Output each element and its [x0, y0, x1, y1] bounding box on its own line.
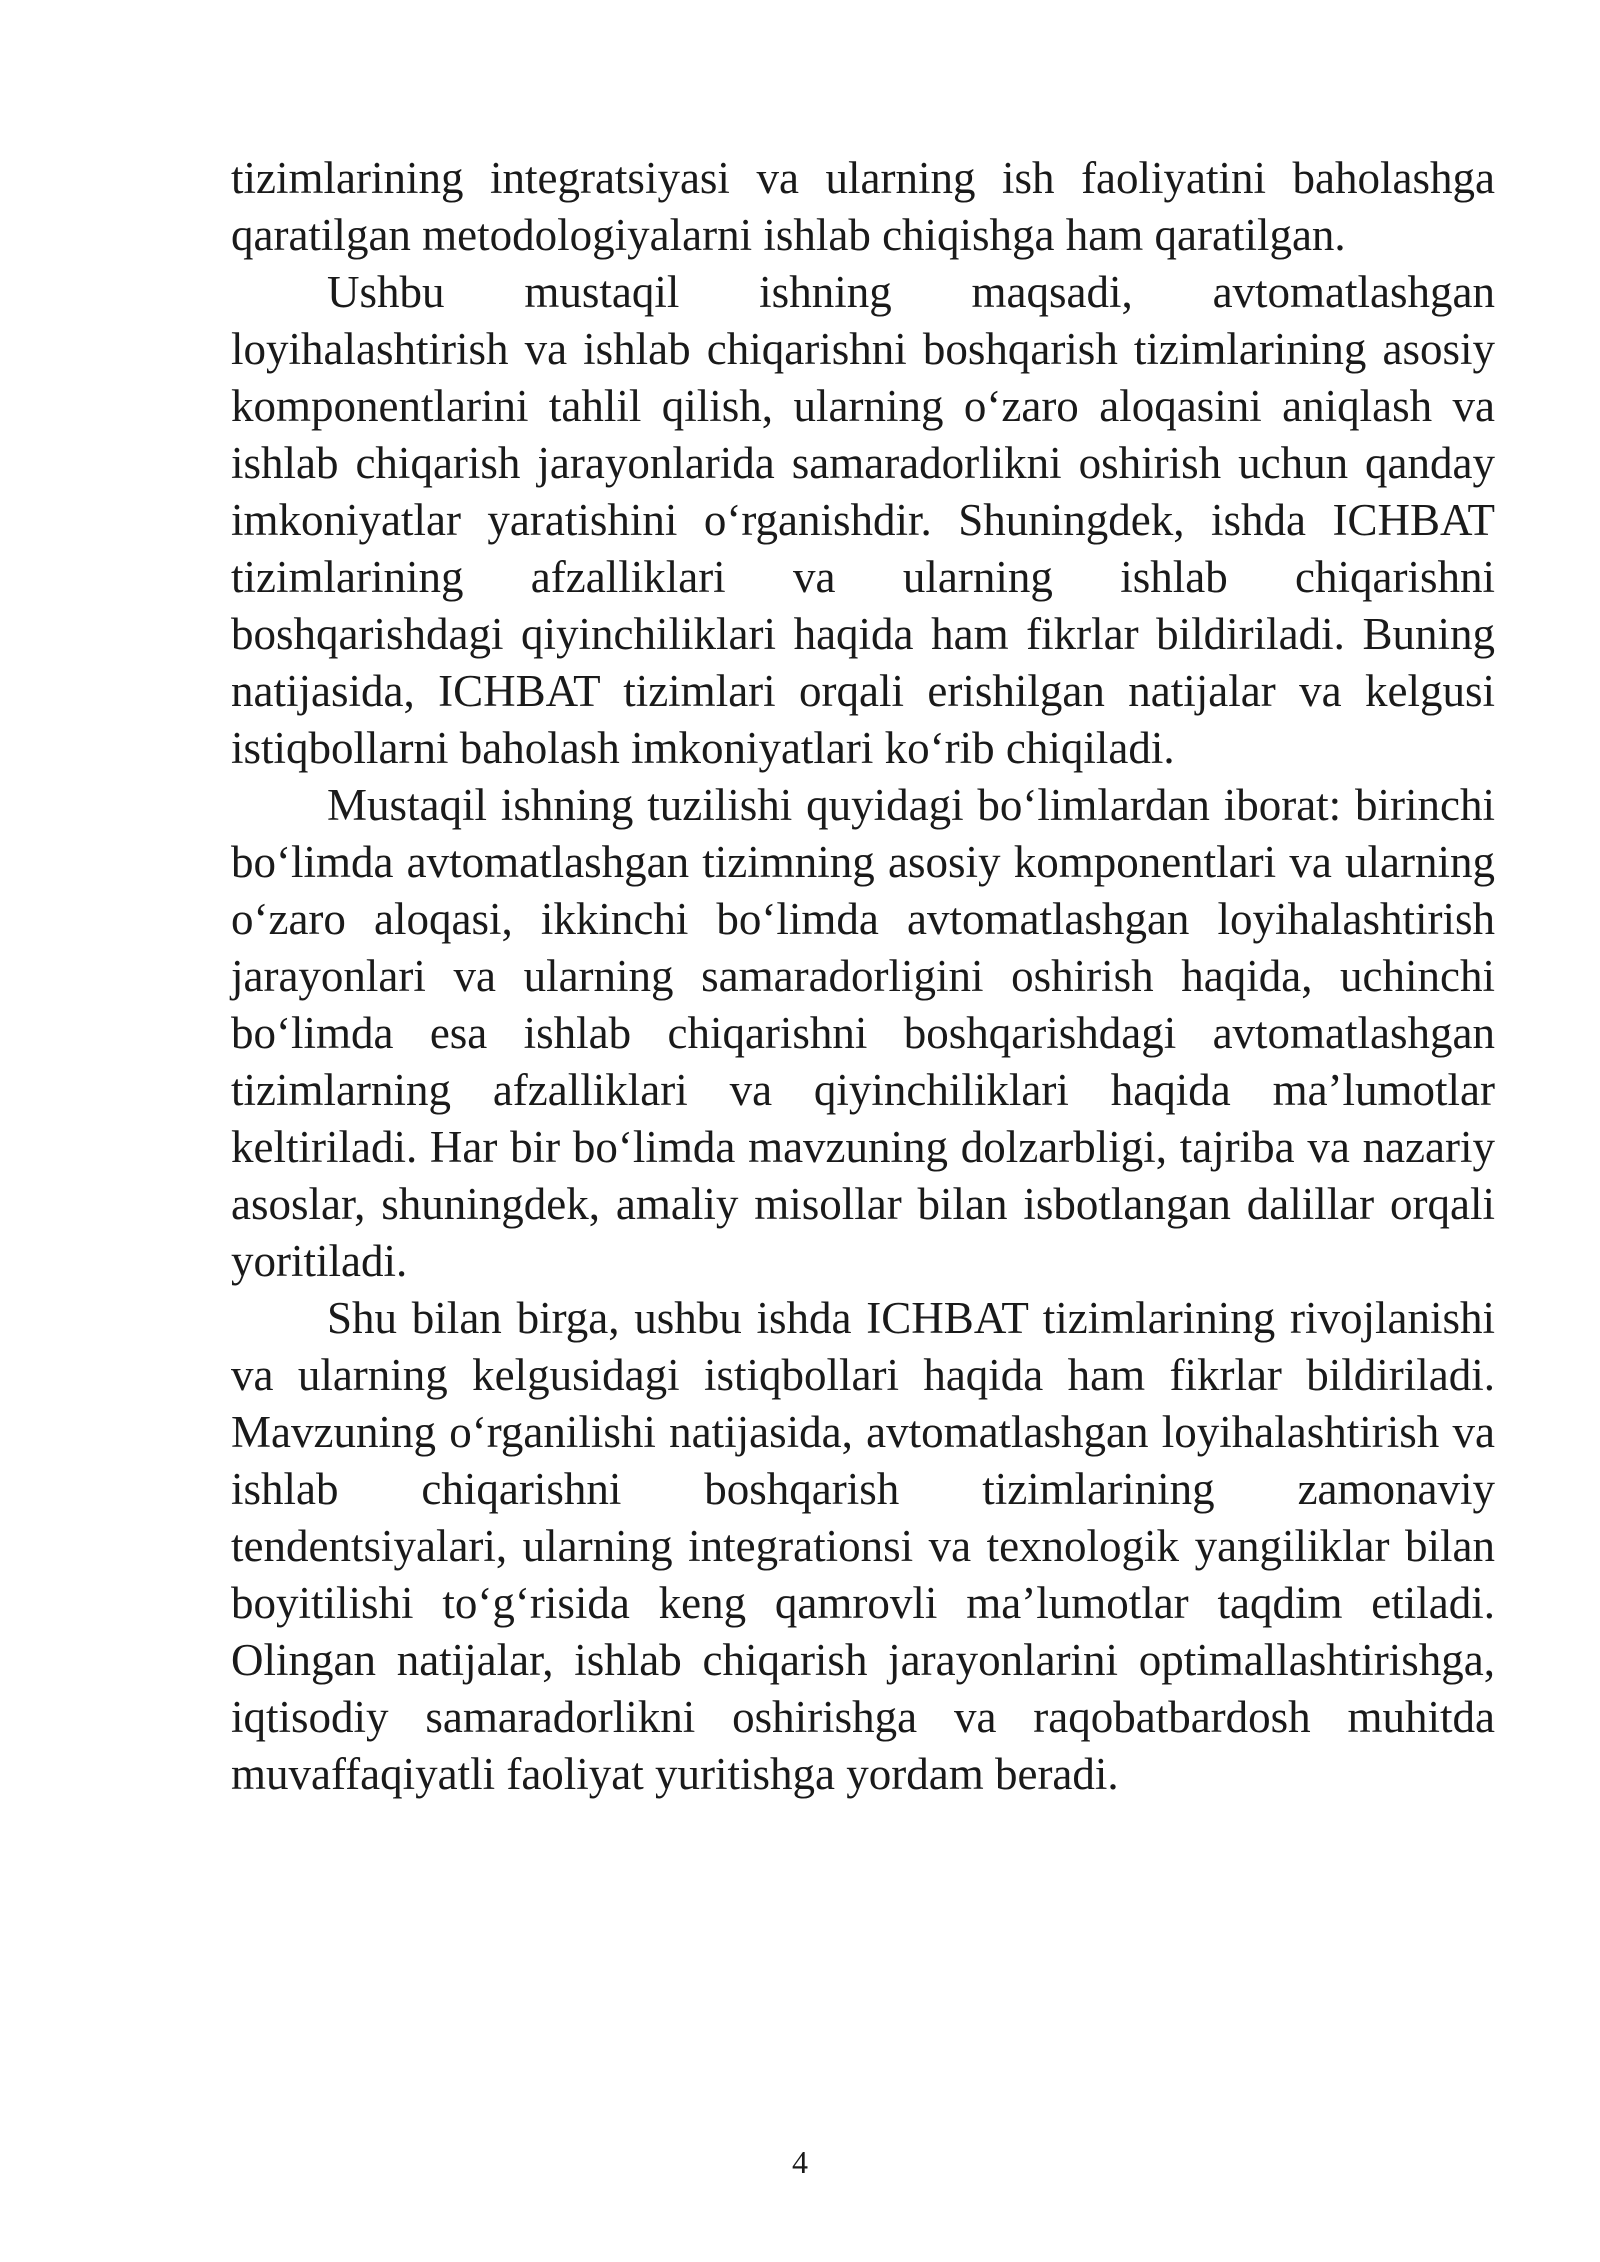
- paragraph-purpose: Ushbu mustaqil ishning maqsadi, avtomatlashgan loyihalashtirish va ishlab chiqarishni boshqarish tizimlarining asosiy komponentlarini tahlil qilish, ularning o‘zaro aloqasini aniqlash va ishlab chiqarish jarayonlarida samaradorlikni oshirish uchun qanday imkoniyatlar yaratishini o‘rganishdir. Shuningdek, ishda ICHBAT tizimlarining afzalliklari va ularning ishlab chiqarishni boshqarishdagi qiyinchiliklari haqida ham fikrlar bildiriladi. Buning natijasida, ICHBAT tizimlari orqali erishilgan natijalar va kelgusi istiqbollarni baholash imkoniyatlari ko‘rib chiqiladi.: [231, 267, 1495, 773]
- paragraph-continuation: tizimlarining integratsiyasi va ularning ish faoliyatini baholashga qaratilgan metodologiyalarni ishlab chiqishga ham qaratilgan.: [231, 153, 1495, 260]
- page-number: 4: [792, 2144, 808, 2180]
- body-text: [231, 150, 1495, 1803]
- paragraph-structure: Mustaqil ishning tuzilishi quyidagi bo‘limlardan iborat: birinchi bo‘limda avtomatlashgan tizimning asosiy komponentlari va ularning o‘zaro aloqasi, ikkinchi bo‘limda avtomatlashgan loyihalashtirish jarayonlari va ularning samaradorligini oshirish haqida, uchinchi bo‘limda esa ishlab chiqarishni boshqarishdagi avtomatlashgan tizimlarning afzalliklari va qiyinchiliklari haqida ma’lumotlar keltiriladi. Har bir bo‘limda mavzuning dolzarbligi, tajriba va nazariy asoslar, shuningdek, amaliy misollar bilan isbotlangan dalillar orqali yoritiladi.: [231, 780, 1495, 1286]
- paragraph-conclusion: Shu bilan birga, ushbu ishda ICHBAT tizimlarining rivojlanishi va ularning kelgusidagi istiqbollari haqida ham fikrlar bildiriladi. Mavzuning o‘rganilishi natijasida, avtomatlashgan loyihalashtirish va ishlab chiqarishni boshqarish tizimlarining zamonaviy tendentsiyalari, ularning integrationsi va texnologik yangiliklar bilan boyitilishi to‘g‘risida keng qamrovli ma’lumotlar taqdim etiladi. Olingan natijalar, ishlab chiqarish jarayonlarini optimallashtirishga, iqtisodiy samaradorlikni oshirishga va raqobatbardosh muhitda muvaffaqiyatli faoliyat yuritishga yordam beradi.: [231, 1293, 1495, 1799]
